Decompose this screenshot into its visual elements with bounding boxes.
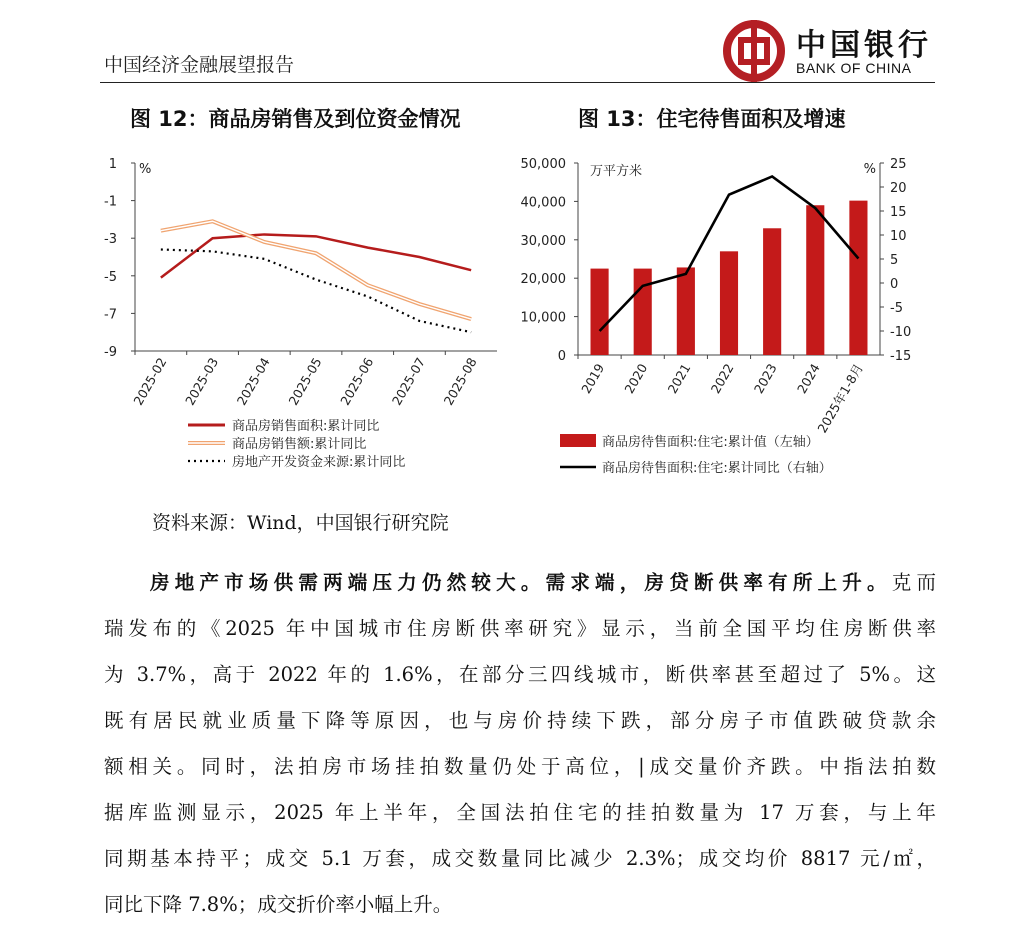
y-tick-label: 1	[108, 157, 117, 172]
left-tick-label: 20,000	[520, 272, 566, 288]
bar-unsold-area	[720, 251, 738, 355]
right-tick-label: 15	[890, 205, 907, 220]
y-unit-label: %	[139, 162, 152, 177]
left-unit-label: 万平方米	[590, 164, 643, 179]
paragraph-lead-text: 房地产市场供需两端压力仍然较大。需求端，房贷断供率有所上升。	[150, 571, 892, 594]
right-tick-label: -10	[890, 325, 912, 340]
series-line-dev-funds	[161, 249, 471, 332]
body-paragraph	[104, 560, 936, 928]
x-tick-label: 2020	[621, 361, 651, 397]
figure-12-line-chart	[100, 145, 520, 485]
bar-unsold-area	[634, 269, 652, 355]
bar-unsold-area	[763, 228, 781, 355]
x-tick-label: 2021	[664, 361, 694, 397]
figure-13-title: 图 13：住宅待售面积及增速	[578, 107, 846, 131]
paragraph-line-4: 既有居民就业质量下降等原因，也与房价持续下跌，部分房子市值跌破贷款余	[104, 709, 936, 732]
right-tick-label: -5	[890, 301, 903, 316]
figure-12-title: 图 12：商品房销售及到位资金情况	[130, 107, 461, 131]
legend-swatch-bar	[560, 434, 596, 447]
paragraph-line-6: 据库监测显示，2025 年上半年，全国法拍住宅的挂拍数量为 17 万套，与上年	[104, 801, 936, 824]
report-header-title: 中国经济金融展望报告	[104, 54, 295, 76]
data-source-note: 资料来源：Wind，中国银行研究院	[152, 512, 449, 534]
header-divider	[100, 82, 935, 83]
bar-unsold-area	[806, 205, 824, 355]
right-tick-label: 0	[890, 277, 899, 292]
legend-label: 商品房销售面积:累计同比	[232, 419, 380, 434]
logo-chinese-name: 中国银行	[796, 28, 932, 63]
x-tick-label: 2025年1-8月	[814, 361, 867, 436]
left-tick-label: 40,000	[520, 195, 566, 211]
paragraph-line-3: 为 3.7%，高于 2022 年的 1.6%，在部分三四线城市，断供率甚至超过了 5%。这	[104, 663, 936, 686]
y-tick-label: -3	[104, 232, 117, 248]
y-tick-label: -1	[104, 194, 117, 210]
series-line-sales-area	[161, 234, 471, 277]
x-tick-label: 2025-04	[233, 355, 273, 408]
paragraph-line-1-rest: 克而	[891, 571, 936, 594]
x-tick-label: 2025-08	[440, 355, 480, 408]
right-tick-label: 5	[890, 253, 899, 268]
paragraph-line-1	[104, 560, 936, 606]
x-tick-label: 2025-02	[130, 355, 170, 408]
x-tick-label: 2023	[750, 361, 780, 397]
figure-13-bar-line-chart	[510, 145, 940, 485]
x-tick-label: 2025-03	[182, 355, 222, 408]
x-tick-label: 2025-06	[337, 355, 377, 408]
logo-english-name: BANK OF CHINA	[796, 60, 912, 76]
bar-unsold-area	[849, 201, 867, 355]
x-tick-label: 2024	[793, 361, 823, 397]
y-tick-label: -9	[104, 345, 117, 360]
y-tick-label: -5	[104, 269, 117, 285]
paragraph-line-7: 同期基本持平；成交 5.1 万套，成交数量同比减少 2.3%；成交均价 8817 元/㎡，	[104, 847, 936, 870]
right-tick-label: 10	[890, 229, 907, 244]
legend-label: 房地产开发资金来源:累计同比	[232, 455, 406, 470]
legend-label: 商品房销售额:累计同比	[232, 437, 367, 452]
left-tick-label: 50,000	[520, 157, 566, 172]
x-tick-label: 2019	[578, 361, 608, 397]
legend-label: 商品房待售面积:住宅:累计值（左轴）	[602, 435, 819, 450]
right-tick-label: -15	[890, 349, 912, 364]
legend-label: 商品房待售面积:住宅:累计同比（右轴）	[602, 461, 832, 476]
bar-unsold-area	[677, 267, 695, 355]
bank-of-china-emblem-icon	[722, 20, 786, 82]
y-tick-label: -7	[104, 307, 117, 323]
paragraph-line-8: 同比下降 7.8%；成交折价率小幅上升。	[104, 893, 453, 916]
x-tick-label: 2025-07	[388, 355, 429, 408]
left-tick-label: 10,000	[520, 310, 566, 326]
paragraph-line-2: 瑞发布的《2025 年中国城市住房断供率研究》显示，当前全国平均住房断供率	[104, 617, 936, 640]
paragraph-line-5: 额相关。同时，法拍房市场挂拍数量仍处于高位，|成交量价齐跌。中指法拍数	[104, 755, 936, 778]
right-tick-label: 20	[890, 181, 907, 196]
bank-of-china-logo	[722, 20, 937, 82]
x-tick-label: 2022	[707, 361, 737, 397]
left-tick-label: 30,000	[520, 233, 566, 249]
right-unit-label: %	[863, 162, 876, 177]
left-tick-label: 0	[557, 349, 566, 364]
x-tick-label: 2025-05	[285, 355, 325, 408]
bar-unsold-area	[591, 269, 609, 355]
right-tick-label: 25	[890, 157, 907, 172]
